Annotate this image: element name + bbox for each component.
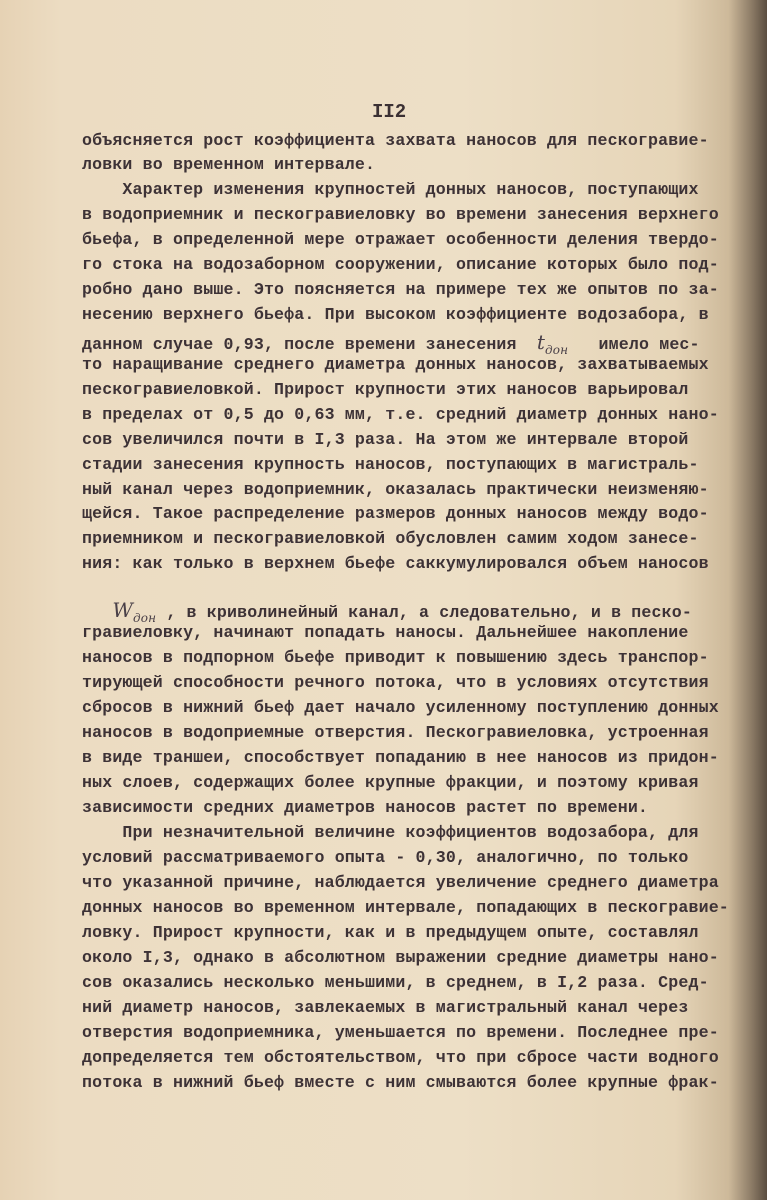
text-segment: наносов в подпорном бьефе приводит к повышению здесь транспор- — [82, 648, 709, 667]
page-number: II2 — [372, 101, 407, 123]
text-line — [82, 305, 709, 324]
text-line — [82, 554, 709, 573]
text-segment: данном случае 0,93, после времени занесения — [82, 335, 537, 354]
text-line — [82, 873, 719, 892]
text-line — [82, 1073, 719, 1092]
text-segment: приемником и пескогравиеловкой обусловлен самим ходом занесе- — [82, 529, 699, 548]
text-segment: стадии занесения крупность наносов, поступающих в магистраль- — [82, 455, 699, 474]
text-line — [82, 848, 688, 867]
text-line — [82, 923, 699, 942]
text-segment: отверстия водоприемника, уменьшается по времени. Последнее пре- — [82, 1023, 719, 1042]
text-segment: сов увеличился почти в I,3 раза. На этом же интервале второй — [82, 430, 689, 449]
text-segment: , в криволинейный канал, а следовательно, и в песко- — [156, 603, 692, 622]
text-line — [82, 455, 699, 474]
text-segment: сов оказались несколько меньшими, в среднем, в I,2 раза. Сред- — [82, 973, 709, 992]
text-segment: гравиеловку, начинают попадать наносы. Дальнейшее накопление — [82, 623, 689, 642]
text-segment: то наращивание среднего диаметра донных наносов, захватываемых — [82, 355, 709, 374]
text-segment: го стока на водозаборном сооружении, описание которых было под- — [82, 255, 719, 274]
text-line — [82, 230, 719, 249]
text-segment — [82, 603, 112, 622]
text-line — [82, 823, 699, 842]
text-line — [82, 973, 709, 992]
text-segment: ных слоев, содержащих более крупные фракции, и поэтому кривая — [82, 773, 699, 792]
handwritten-formula — [536, 330, 569, 357]
formula-subscript: дон — [545, 343, 569, 357]
text-line — [82, 131, 709, 150]
text-line — [82, 623, 688, 642]
text-segment: ловки во временном интервале. — [82, 155, 376, 174]
text-segment: несению верхнего бьефа. При высоком коэффициенте водозабора, в — [82, 305, 709, 324]
text-segment: имело мес- — [568, 335, 700, 354]
text-segment: наносов в водоприемные отверстия. Пескогравиеловка, устроенная — [82, 723, 709, 742]
handwritten-formula — [112, 598, 157, 625]
text-segment: объясняется рост коэффициента захвата наносов для пескогравие- — [82, 131, 709, 150]
formula-symbol: t — [536, 330, 546, 354]
text-line — [82, 180, 699, 199]
text-line — [82, 330, 700, 357]
text-segment: что указанной причине, наблюдается увеличение среднего диаметра — [82, 873, 719, 892]
text-line — [82, 798, 648, 817]
text-segment: в водоприемник и пескогравиеловку во времени занесения верхнего — [82, 205, 719, 224]
text-line — [82, 598, 692, 625]
text-segment: ловку. Прирост крупности, как и в предыдущем опыте, составлял — [82, 923, 699, 942]
text-segment: При незначительной величине коэффициентов водозабора, для — [82, 823, 699, 842]
text-line — [82, 529, 699, 548]
text-line — [82, 748, 719, 767]
text-line — [82, 673, 709, 692]
text-segment: Характер изменения крупностей донных наносов, поступающих — [82, 180, 699, 199]
text-segment: бьефа, в определенной мере отражает особенности деления твердо- — [82, 230, 719, 249]
text-segment: сбросов в нижний бьеф дает начало усиленному поступлению донных — [82, 698, 719, 717]
text-segment: условий рассматриваемого опыта - 0,30, аналогично, по только — [82, 848, 689, 867]
text-line — [82, 255, 719, 274]
text-line — [82, 648, 709, 667]
text-segment: донных наносов во временном интервале, попадающих в пескогравие- — [82, 898, 729, 917]
text-line — [82, 480, 709, 499]
text-segment: ний диаметр наносов, завлекаемых в магистральный канал через — [82, 998, 689, 1017]
text-segment: робно дано выше. Это поясняется на примере тех же опытов по за- — [82, 280, 719, 299]
text-line — [82, 898, 729, 917]
text-line — [82, 948, 719, 967]
text-line — [82, 155, 375, 174]
formula-symbol: W — [112, 598, 134, 622]
text-segment: около I,3, однако в абсолютном выражении средние диаметры нано- — [82, 948, 719, 967]
text-segment: ния: как только в верхнем бьефе саккумулировался объем наносов — [82, 554, 709, 573]
text-line — [82, 1023, 719, 1042]
text-line — [82, 773, 699, 792]
text-segment: пескогравиеловкой. Прирост крупности этих наносов варьировал — [82, 380, 689, 399]
text-segment: потока в нижний бьеф вместе с ним смываются более крупные фрак- — [82, 1073, 719, 1092]
text-line — [82, 205, 719, 224]
text-segment: тирующей способности речного потока, что в условиях отсутствия — [82, 673, 709, 692]
text-line — [82, 504, 709, 523]
text-line — [82, 380, 688, 399]
formula-subscript: дон — [133, 611, 157, 625]
text-line — [82, 280, 719, 299]
text-segment: ный канал через водоприемник, оказалась практически неизменяю- — [82, 480, 709, 499]
text-segment: щейся. Такое распределение размеров донных наносов между водо- — [82, 504, 709, 523]
text-line — [82, 430, 688, 449]
text-line — [82, 1048, 719, 1067]
text-line — [82, 998, 688, 1017]
text-segment: допределяется тем обстоятельством, что при сбросе части водного — [82, 1048, 719, 1067]
text-line — [82, 698, 719, 717]
text-line — [82, 355, 709, 374]
text-line — [82, 723, 709, 742]
text-segment: зависимости средних диаметров наносов растет по времени. — [82, 798, 649, 817]
text-segment: в пределах от 0,5 до 0,63 мм, т.е. средний диаметр донных нано- — [82, 405, 719, 424]
text-segment: в виде траншеи, способствует попаданию в нее наносов из придон- — [82, 748, 719, 767]
text-line — [82, 405, 719, 424]
